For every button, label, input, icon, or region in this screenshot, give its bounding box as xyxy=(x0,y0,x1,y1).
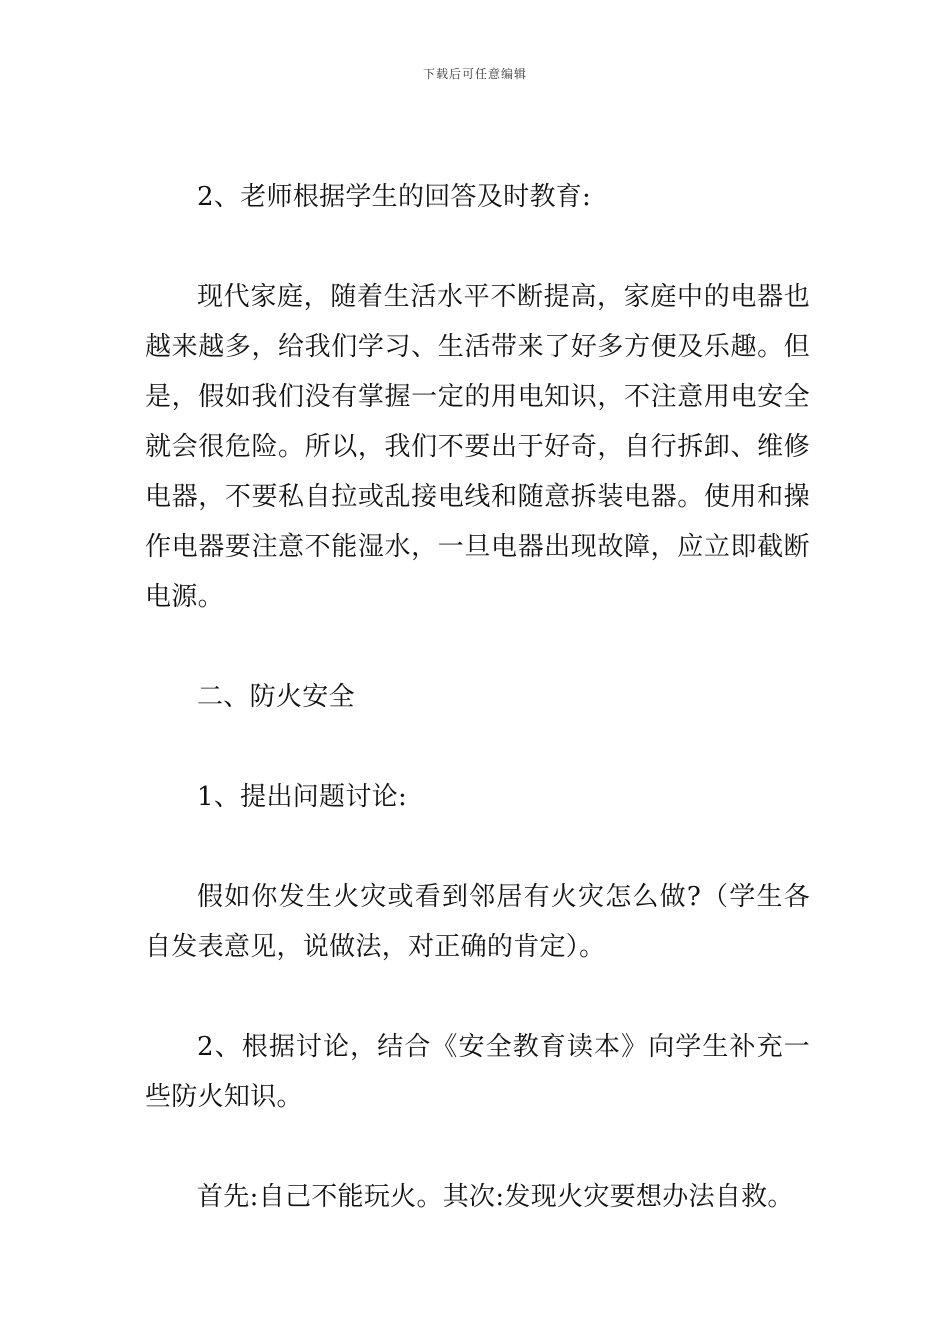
document-body xyxy=(145,172,810,1272)
paragraph-fire-scenario: 假如你发生火灾或看到邻居有火灾怎么做?（学生各自发表意见，说做法，对正确的肯定）。 xyxy=(145,882,810,962)
section-heading-fire-safety: 二、防火安全 xyxy=(197,682,355,712)
paragraph-fire-knowledge: 2、根据讨论，结合《安全教育读本》向学生补充一些防火知识。 xyxy=(145,1032,810,1112)
paragraph-fire-rules: 首先:自己不能玩火。其次:发现火灾要想办法自救。 xyxy=(197,1182,794,1212)
paragraph-electric-safety: 现代家庭，随着生活水平不断提高，家庭中的电器也越来越多，给我们学习、生活带来了好多方便及乐趣。但是，假如我们没有掌握一定的用电知识，不注意用电安全就会很危险。所以，我们不要出于好奇，自行拆卸、维修电器，不要私自拉或乱接电线和随意拆装电器。使用和操作电器要注意不能湿水，一旦电器出现故障，应立即截断电源。 xyxy=(145,282,810,612)
header-note: 下载后可任意编辑 xyxy=(422,67,527,81)
paragraph-discussion-question: 1、提出问题讨论: xyxy=(197,782,408,812)
paragraph-teacher-education: 2、老师根据学生的回答及时教育: xyxy=(197,182,592,212)
